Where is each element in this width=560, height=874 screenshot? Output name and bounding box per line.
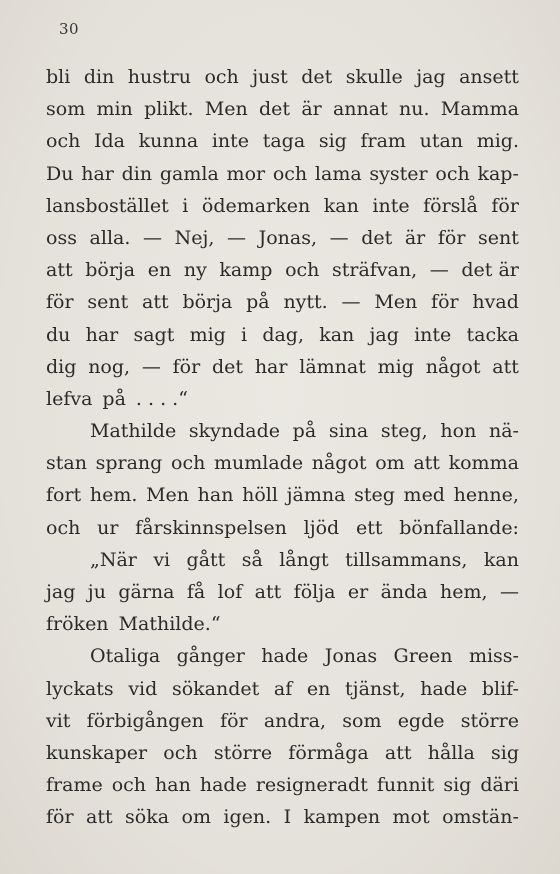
text-line [46, 576, 519, 608]
word: börja [182, 291, 233, 314]
word: jämna [286, 484, 346, 507]
word: Ida [93, 130, 125, 153]
word: inte [211, 130, 250, 153]
word: frame [46, 774, 103, 797]
word: du [46, 323, 71, 346]
word: mot [392, 806, 430, 829]
word: Du [46, 162, 74, 185]
word: Men [146, 484, 189, 507]
word: börja [85, 259, 136, 282]
word: din [83, 66, 115, 88]
word: lämnat [299, 355, 366, 378]
word: större [213, 741, 273, 764]
word: — [227, 226, 246, 249]
text-line [46, 351, 519, 383]
word: Mamma [440, 98, 519, 121]
word: Mathilde [90, 420, 177, 443]
word: ända [380, 581, 428, 603]
word: och [435, 162, 470, 185]
word: förmåga [288, 741, 369, 764]
word: att [384, 741, 412, 764]
page-number: 30 [59, 20, 80, 38]
word: inte [372, 194, 410, 217]
word: Men [374, 291, 418, 314]
word: ur [97, 516, 119, 539]
word: att [492, 355, 519, 378]
word: taga [262, 130, 306, 153]
word: ett [355, 516, 383, 539]
word: en [147, 259, 172, 282]
word: sig [318, 130, 347, 153]
word: lyckats [46, 677, 114, 700]
word: som [342, 709, 382, 732]
text-line [46, 415, 519, 447]
text-line [46, 125, 519, 157]
word: sent [478, 226, 519, 249]
word: Mathilde.“ [118, 613, 221, 636]
word: gått [186, 548, 226, 571]
word: jag [416, 66, 446, 88]
word: steg, [380, 420, 428, 443]
word: egde [397, 709, 445, 732]
text-line [46, 640, 519, 672]
word: alla. [89, 226, 131, 249]
word: det [259, 98, 291, 121]
word: . . . .“ [135, 387, 188, 410]
text-line [46, 769, 519, 801]
word: lansbostället [46, 194, 169, 217]
word: Green [393, 645, 453, 668]
text-line [46, 222, 519, 254]
text-line [46, 383, 519, 415]
word: tacka [466, 323, 519, 346]
word: mig [189, 323, 226, 346]
text-line [46, 705, 519, 737]
word: — [329, 226, 349, 249]
word: mig. [476, 130, 519, 153]
word: stan [46, 452, 87, 475]
word: det är [461, 259, 519, 282]
word: att [254, 581, 282, 603]
word: i [182, 194, 189, 217]
word: ödemarken [201, 194, 311, 217]
word: och [285, 259, 320, 282]
word: min [96, 98, 133, 121]
word: just [252, 66, 288, 88]
text-line [46, 319, 519, 351]
word: på [292, 420, 317, 443]
word: plikt. [144, 98, 194, 121]
word: hade [420, 677, 468, 700]
word: igen. [223, 806, 272, 829]
word: kamp [219, 259, 273, 282]
text-line [46, 673, 519, 705]
word: andra, [263, 709, 327, 732]
word: har [85, 323, 119, 346]
text-line [46, 190, 519, 222]
word: syster [369, 162, 428, 185]
word: om [375, 452, 405, 475]
word: henne, [453, 484, 519, 507]
word: Nej, [174, 226, 215, 249]
word: mumlade [213, 452, 304, 475]
word: det [211, 355, 244, 378]
word: hvad [472, 291, 519, 314]
word: nu. [399, 98, 430, 121]
word: hon [440, 420, 477, 443]
word: gärna [118, 581, 175, 603]
text-line [46, 61, 519, 93]
word: kunna [138, 130, 199, 153]
word: — [429, 259, 449, 282]
word: söka [125, 806, 170, 829]
word: fram [360, 130, 406, 153]
word: följa [293, 581, 336, 603]
word: ansett [459, 66, 519, 88]
word: nä- [488, 420, 519, 443]
word: och [111, 774, 147, 797]
word: han [155, 774, 191, 797]
word: något [311, 452, 367, 475]
word: och [46, 516, 81, 539]
word: sprang [95, 452, 163, 475]
word: för [431, 291, 459, 314]
word: i [241, 323, 248, 346]
word: hade [199, 774, 247, 797]
word: funnit [376, 774, 435, 797]
word: steg [354, 484, 395, 507]
text-line [46, 254, 519, 286]
word: af [273, 677, 293, 700]
word: en [306, 677, 331, 700]
word: hålla [427, 741, 475, 764]
word: att [86, 806, 113, 829]
word: fort [46, 484, 82, 507]
word: Jonas, [258, 226, 318, 249]
word: höll [242, 484, 278, 507]
word: inte [414, 323, 452, 346]
word: det [301, 66, 333, 88]
word: lama [314, 162, 362, 185]
word: ju [87, 581, 106, 603]
word: omstän- [442, 806, 519, 829]
word: något [425, 355, 481, 378]
word: Jonas [324, 645, 378, 668]
word: sig [443, 774, 472, 797]
word: er [347, 581, 369, 603]
word: vid [128, 677, 158, 700]
word: kunskaper [46, 741, 148, 764]
word: din [121, 162, 153, 185]
word: för [220, 709, 248, 732]
word: dig [46, 355, 77, 378]
word: för [172, 355, 201, 378]
word: så [241, 548, 263, 571]
word: fårskinnspelsen [135, 516, 287, 539]
body-text [46, 61, 519, 834]
word: jag [46, 581, 76, 603]
word: Men [204, 98, 248, 121]
word: sträfvan, [332, 259, 418, 282]
word: att [142, 291, 169, 314]
word: sagt [133, 323, 175, 346]
word: och [163, 741, 198, 764]
word: är [404, 226, 426, 249]
word: nytt. [283, 291, 328, 314]
word: större [460, 709, 519, 732]
text-line [46, 479, 519, 511]
word: hem, [440, 581, 488, 603]
word: sig [491, 741, 519, 764]
word: förslå [423, 194, 478, 217]
word: bli [46, 66, 71, 88]
word: gånger [176, 645, 245, 668]
word: hem. [89, 484, 138, 507]
word: jag [369, 323, 399, 346]
word: — [500, 581, 519, 603]
text-line [46, 544, 519, 576]
word: vi [153, 548, 171, 571]
word: att [413, 452, 440, 475]
word: skyndade [188, 420, 281, 443]
word: hustru [127, 66, 191, 88]
word: hade [261, 645, 309, 668]
word: som [46, 98, 86, 121]
word: förbigången [86, 709, 204, 732]
word: kampen [303, 806, 381, 829]
word: ny [183, 259, 207, 282]
word: „När [90, 548, 137, 571]
word: kan [323, 194, 359, 217]
word: sina [328, 420, 369, 443]
word: sökandet [171, 677, 260, 700]
text-line [46, 447, 519, 479]
word: och [46, 130, 81, 153]
word: oss [46, 226, 77, 249]
word: tjänst, [345, 677, 406, 700]
word: sent [87, 291, 129, 314]
word: fröken [46, 613, 109, 636]
word: blif- [481, 677, 519, 700]
word: för [46, 806, 74, 829]
text-line [46, 737, 519, 769]
word: är [301, 98, 322, 121]
word: utan [419, 130, 464, 153]
word: — [141, 355, 161, 378]
word: med [403, 484, 445, 507]
word: för [437, 226, 466, 249]
text-line [46, 93, 519, 125]
word: bönfallande: [399, 516, 519, 539]
word: lefva [46, 387, 93, 410]
text-line [46, 286, 519, 318]
word: I [283, 806, 292, 829]
word: mig [377, 355, 414, 378]
word: långt [279, 548, 329, 571]
word: gamla [159, 162, 219, 185]
word: om [181, 806, 211, 829]
word: komma [448, 452, 519, 475]
word: tillsammans, [345, 548, 468, 571]
word: har [254, 355, 288, 378]
text-line [46, 158, 519, 190]
word: och [204, 66, 239, 88]
word: nog, [88, 355, 131, 378]
word: lof [217, 581, 243, 603]
word: det [361, 226, 393, 249]
word: ljöd [303, 516, 340, 539]
word: resigneradt [255, 774, 368, 797]
word: miss- [468, 645, 519, 668]
word: för [46, 291, 74, 314]
word: på [246, 291, 270, 314]
word: få [186, 581, 206, 603]
word: annat [332, 98, 388, 121]
word: — [143, 226, 162, 249]
word: har [81, 162, 114, 185]
word: för [491, 194, 519, 217]
word: han [197, 484, 234, 507]
word: och [272, 162, 308, 185]
word: Otaliga [90, 645, 161, 668]
word: — [341, 291, 361, 314]
word: dag, [262, 323, 305, 346]
word: kap- [477, 162, 519, 185]
text-line [46, 512, 519, 544]
word: skulle [345, 66, 403, 88]
word: vit [46, 709, 71, 732]
word: mor [226, 162, 266, 185]
word: på [102, 387, 126, 410]
word: och [171, 452, 206, 475]
word: kan [483, 548, 519, 571]
word: däri [480, 774, 519, 797]
text-line [46, 801, 519, 833]
text-line [46, 608, 519, 640]
word: kan [319, 323, 355, 346]
word: att [46, 259, 73, 282]
